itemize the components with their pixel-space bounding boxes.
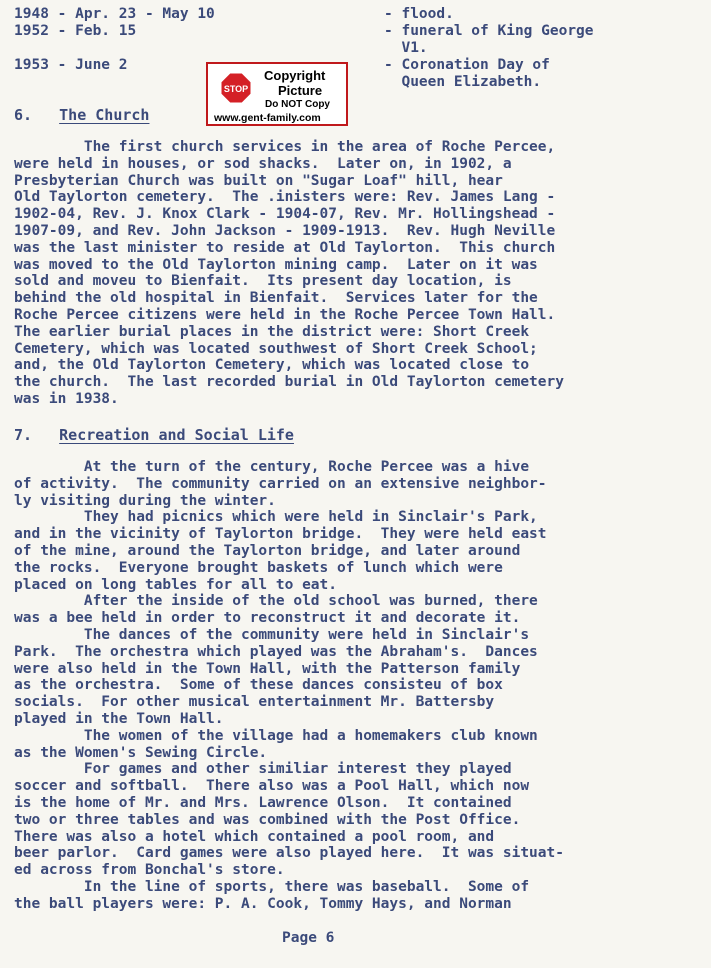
event-date: 1952 - Feb. 15 (14, 23, 137, 39)
stop-sign-text: STOP (223, 84, 249, 94)
section-title: Recreation and Social Life (59, 426, 294, 444)
section-7-heading (14, 426, 294, 444)
page-number: Page 6 (282, 930, 335, 946)
section-6-heading (14, 106, 149, 124)
section-number: 6. (14, 106, 33, 124)
stamp-line-1: Copyright (264, 68, 326, 83)
section-7-body: At the turn of the century, Roche Percee was a hive of activity. The community carried on an extensive neighbor- ly visiting during the winter. They had picnics which were held in Sinclair's Park, and in the vicinity of Taylorton bridge. They were held east of the mine, around the Taylorton bridge, and later around the rocks. Everyone brought baskets of lunch which were placed on long tables for all to eat. After the inside of the old school was burned, there was a bee held in order to reconstruct it and decorate it. The dances of the community were held in Sinclair's Park. The orchestra which played was the Abraham's. Dances were also held in the Town Hall, with the Patterson family as the orchestra. Some of these dances consisteu of box socials. For other musical entertainment Mr. Battersby played in the Town Hall. The women of the village had a homemakers club known as the Women's Sewing Circle. For games and other similiar interest they played soccer and softball. There also was a Pool Hall, which now is the home of Mr. and Mrs. Lawrence Olson. It contained two or three tables and was combined with the Post Office. There was also a hotel which contained a pool room, and beer parlor. Card games were also played here. It was situat- ed across from Bonchal's store. In the line of sports, there was baseball. Some of the ball players were: P. A. Cook, Tommy Hays, and Norman (14, 459, 564, 912)
event-description: - flood. (384, 6, 454, 22)
stop-sign-icon (220, 72, 252, 104)
event-date: 1948 - Apr. 23 - May 10 (14, 6, 215, 22)
stamp-url: www.gent-family.com (214, 112, 321, 124)
event-description: - funeral of King George V1. (384, 23, 594, 56)
section-title: The Church (59, 106, 150, 124)
copyright-stamp (206, 62, 348, 126)
event-date: 1953 - June 2 (14, 57, 128, 73)
section-number: 7. (14, 426, 33, 444)
stamp-line-2: Picture (278, 83, 323, 98)
stamp-line-3: Do NOT Copy (265, 99, 330, 110)
event-description: - Coronation Day of Queen Elizabeth. (384, 57, 550, 90)
section-6-body: The first church services in the area of Roche Percee, were held in houses, or sod shacks. Later on, in 1902, a Presbyterian Church was built on "Sugar Loaf" hill, hear Old Taylorton cemetery. The .inisters were: Rev. James Lang - 1902-04, Rev. J. Knox Clark - 1904-07, Rev. Mr. Hollingshead - 1907-09, and Rev. John Jackson - 1909-1913. Rev. Hugh Neville was the last minister to reside at Old Taylorton. This church was moved to the Old Taylorton mining camp. Later on it was sold and moveu to Bienfait. Its present day location, is behind the old hospital in Bienfait. Services later for the Roche Percee citizens were held in the Roche Percee Town Hall. The earlier burial places in the district were: Short Creek Cemetery, which was located southwest of Short Creek School; and, the Old Taylorton Cemetery, which was located close to the church. The last recorded burial in Old Taylorton cemetery was in 1938. (14, 139, 564, 407)
